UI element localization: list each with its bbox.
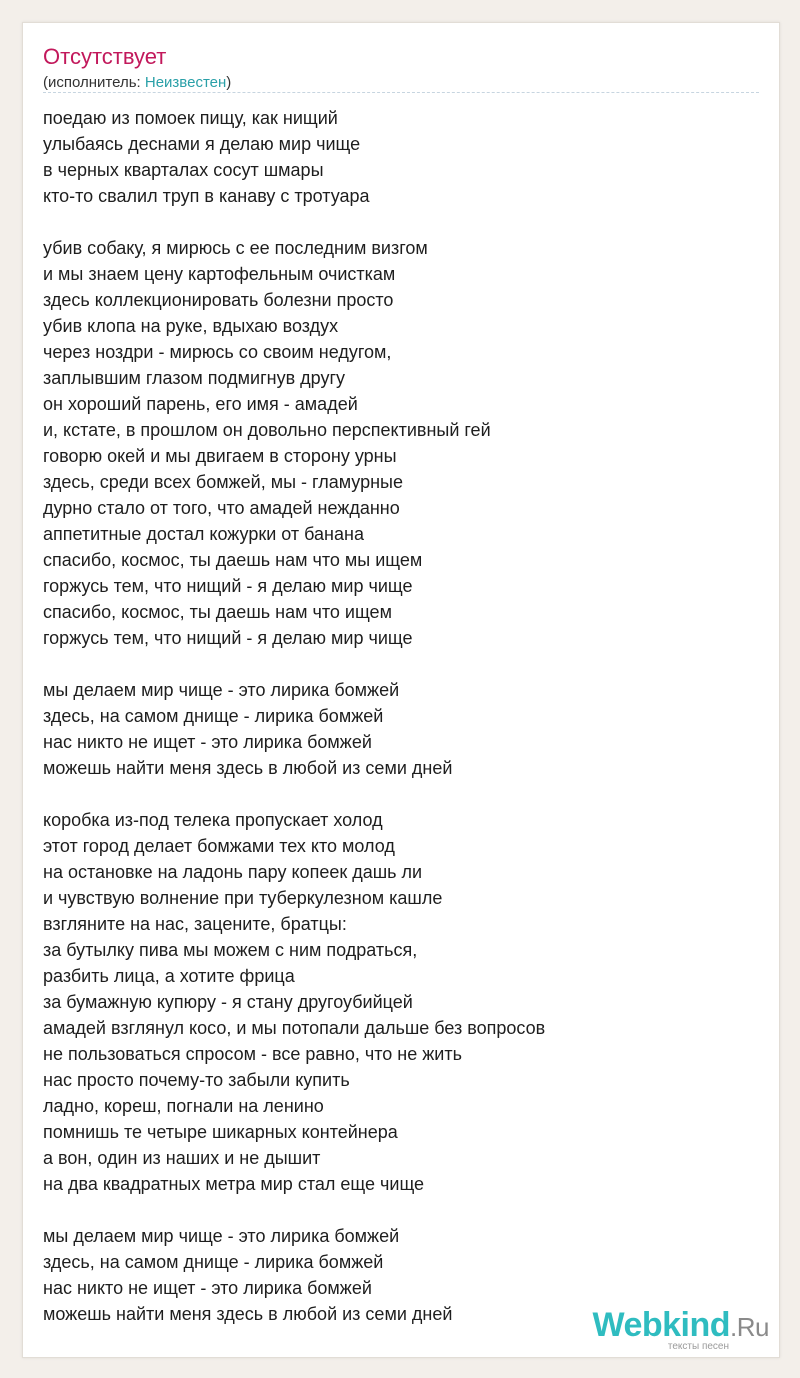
lyrics-line: на остановке на ладонь пару копеек дашь ли — [43, 862, 423, 882]
lyrics-line: за бутылку пива мы можем с ним подраться, — [43, 940, 418, 960]
artist-suffix: ) — [226, 74, 232, 91]
lyrics-line: в черных кварталах сосут шмары — [43, 160, 324, 180]
lyrics-line: здесь, среди всех бомжей, мы - гламурные — [43, 472, 403, 492]
lyrics-stanza — [43, 807, 759, 1197]
lyrics-line: помнишь те четыре шикарных контейнера — [43, 1122, 398, 1142]
lyrics-line: спасибо, космос, ты даешь нам что ищем — [43, 602, 392, 622]
lyrics-line: разбить лица, а хотите фрица — [43, 966, 295, 986]
lyrics-line: кто-то свалил труп в канаву с тротуара — [43, 186, 370, 206]
lyrics-line: через ноздри - мирюсь со своим недугом, — [43, 342, 392, 362]
lyrics-line: спасибо, космос, ты даешь нам что мы ищем — [43, 550, 423, 570]
lyrics-stanza — [43, 235, 759, 651]
lyrics-line: взгляните на нас, зацените, братцы: — [43, 914, 347, 934]
lyrics-line: коробка из-под телека пропускает холод — [43, 810, 383, 830]
site-logo[interactable] — [592, 1307, 769, 1353]
artist-prefix: (исполнитель: — [43, 74, 145, 91]
lyrics-line: улыбаясь деснами я делаю мир чище — [43, 134, 361, 154]
lyrics-card — [22, 22, 780, 1358]
lyrics-line: мы делаем мир чище - это лирика бомжей — [43, 1226, 400, 1246]
lyrics-line: нас никто не ищет - это лирика бомжей — [43, 1278, 372, 1298]
lyrics-line: говорю окей и мы двигаем в сторону урны — [43, 446, 397, 466]
lyrics-line: можешь найти меня здесь в любой из семи дней — [43, 1304, 453, 1324]
lyrics-line: здесь, на самом днище - лирика бомжей — [43, 706, 384, 726]
lyrics-stanza — [43, 677, 759, 781]
lyrics-stanza — [43, 105, 759, 209]
lyrics-line: на два квадратных метра мир стал еще чище — [43, 1174, 425, 1194]
lyrics-line: нас никто не ищет - это лирика бомжей — [43, 732, 372, 752]
song-title: Отсутствует — [43, 44, 167, 69]
header-divider — [43, 92, 759, 93]
lyrics-line: горжусь тем, что нищий - я делаю мир чище — [43, 576, 413, 596]
lyrics-line: нас просто почему-то забыли купить — [43, 1070, 350, 1090]
artist-link[interactable]: Неизвестен — [144, 74, 227, 91]
lyrics-line: убив клопа на руке, вдыхаю воздух — [43, 316, 339, 336]
lyrics-line: мы делаем мир чище - это лирика бомжей — [43, 680, 400, 700]
logo-name: Webkind — [592, 1306, 731, 1344]
lyrics-line: здесь, на самом днище - лирика бомжей — [43, 1252, 384, 1272]
lyrics-line: дурно стало от того, что амадей нежданно — [43, 498, 400, 518]
logo-tld: .Ru — [730, 1312, 769, 1342]
lyrics-line: и мы знаем цену картофельным очисткам — [43, 264, 396, 284]
lyrics-line: заплывшим глазом подмигнув другу — [43, 368, 346, 388]
lyrics-line: горжусь тем, что нищий - я делаю мир чище — [43, 628, 413, 648]
lyrics-line: аппетитные достал кожурки от банана — [43, 524, 364, 544]
lyrics-line: можешь найти меня здесь в любой из семи дней — [43, 758, 453, 778]
lyrics-line: этот город делает бомжами тех кто молод — [43, 836, 395, 856]
lyrics-line: поедаю из помоек пищу, как нищий — [43, 108, 338, 128]
lyrics-line: не пользоваться спросом - все равно, что не жить — [43, 1044, 462, 1064]
lyrics-line: ладно, кореш, погнали на ленино — [43, 1096, 324, 1116]
lyrics-line: и чувствую волнение при туберкулезном кашле — [43, 888, 443, 908]
artist-line — [43, 73, 231, 93]
lyrics-line: он хороший парень, его имя - амадей — [43, 394, 358, 414]
logo-wordmark — [592, 1307, 769, 1345]
lyrics-line: за бумажную купюру - я стану другоубийцей — [43, 992, 413, 1012]
lyrics-line: амадей взглянул косо, и мы потопали дальше без вопросов — [43, 1018, 546, 1038]
lyrics-body — [43, 105, 759, 1353]
lyrics-line: убив собаку, я мирюсь с ее последним визгом — [43, 238, 428, 258]
logo-tagline: тексты песен — [667, 1341, 729, 1352]
lyrics-line: и, кстате, в прошлом он довольно перспективный гей — [43, 420, 491, 440]
lyrics-line: а вон, один из наших и не дышит — [43, 1148, 321, 1168]
lyrics-line: здесь коллекционировать болезни просто — [43, 290, 394, 310]
